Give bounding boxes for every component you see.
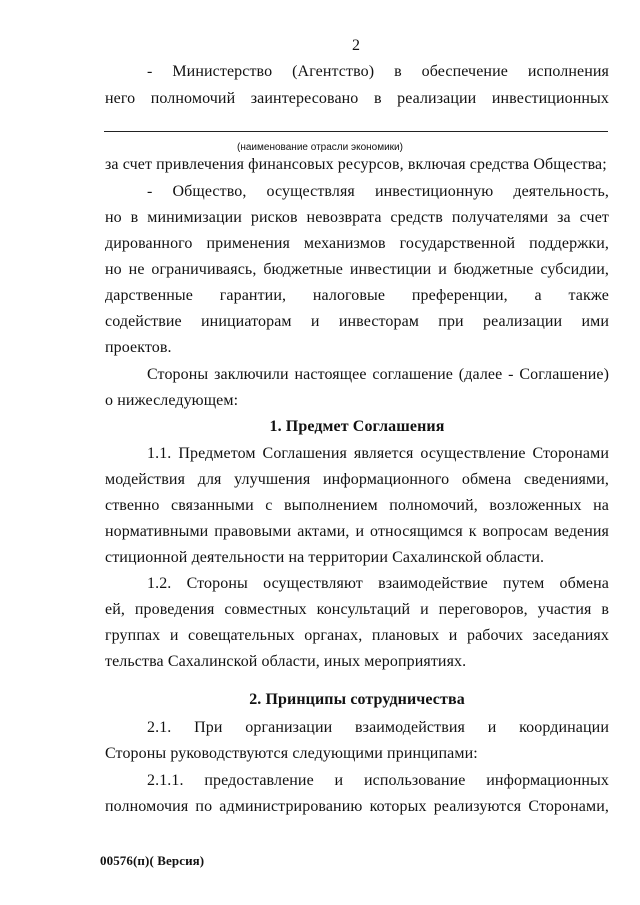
para2-line-6: содействие инициаторам и инвесторам при реализации ими xyxy=(105,313,609,330)
s2-1-1-line-1: 2.1.1. предоставление и использование информационных xyxy=(147,772,609,789)
para2-line-7: проектов. xyxy=(105,339,172,356)
s2-1-1-line-2: полномочия по администрированию которых реализуются Сторонами, xyxy=(105,798,609,815)
section-2-title: 2. Принципы сотрудничества xyxy=(249,691,465,708)
s1-2-line-2: ей, проведения совместных консультаций и переговоров, участия в xyxy=(105,601,609,618)
para1-line-2: него полномочий заинтересовано в реализации инвестиционных xyxy=(105,90,609,107)
para2-line-5: дарственные гарантии, налоговые преференции, а также xyxy=(105,287,609,304)
page-number: 2 xyxy=(352,37,361,54)
fill-in-blank-line xyxy=(104,131,608,132)
s1-2-line-1: 1.2. Стороны осуществляют взаимодействие путем обмена xyxy=(147,575,609,592)
s1-1-line-5: стиционной деятельности на территории Сахалинской области. xyxy=(105,549,545,566)
s1-1-line-2: модействия для улучшения информационного обмена сведениями, xyxy=(105,471,609,488)
blank-caption: (наименование отрасли экономики) xyxy=(237,142,403,153)
para1-end: за счет привлечения финансовых ресурсов, включая средства Общества; xyxy=(105,156,607,173)
s2-1-line-1: 2.1. При организации взаимодействия и координации xyxy=(147,719,609,736)
s1-2-line-3: группах и совещательных органах, плановых и рабочих заседаниях xyxy=(105,627,609,644)
para2-line-3: дированного применения механизмов государственной поддержки, xyxy=(105,235,609,252)
para1-line-1: - Министерство (Агентство) в обеспечение исполнения xyxy=(147,63,609,80)
para3-line-2: о нижеследующем: xyxy=(105,392,239,409)
s1-1-line-3: ственно связанными с выполнением полномочий, возложенных на xyxy=(105,497,609,514)
s1-1-line-1: 1.1. Предметом Соглашения является осуществление Сторонами xyxy=(147,445,609,462)
para2-line-2: но в минимизации рисков невозврата средств получателями за счет xyxy=(105,209,609,226)
para2-line-1: - Общество, осуществляя инвестиционную деятельность, xyxy=(147,183,609,200)
s2-1-line-2: Стороны руководствуются следующими принципами: xyxy=(105,745,478,762)
section-1-title: 1. Предмет Соглашения xyxy=(269,418,445,435)
footer-document-code: 00576(п)( Версия) xyxy=(100,853,205,868)
para3-line-1: Стороны заключили настоящее соглашение (далее - Соглашение) xyxy=(147,366,609,383)
para2-line-4: но не ограничиваясь, бюджетные инвестиции и бюджетные субсидии, xyxy=(105,261,609,278)
s1-1-line-4: нормативными правовыми актами, и относящимся к вопросам ведения xyxy=(105,523,609,540)
s1-2-line-4: тельства Сахалинской области, иных мероприятиях. xyxy=(105,653,467,670)
